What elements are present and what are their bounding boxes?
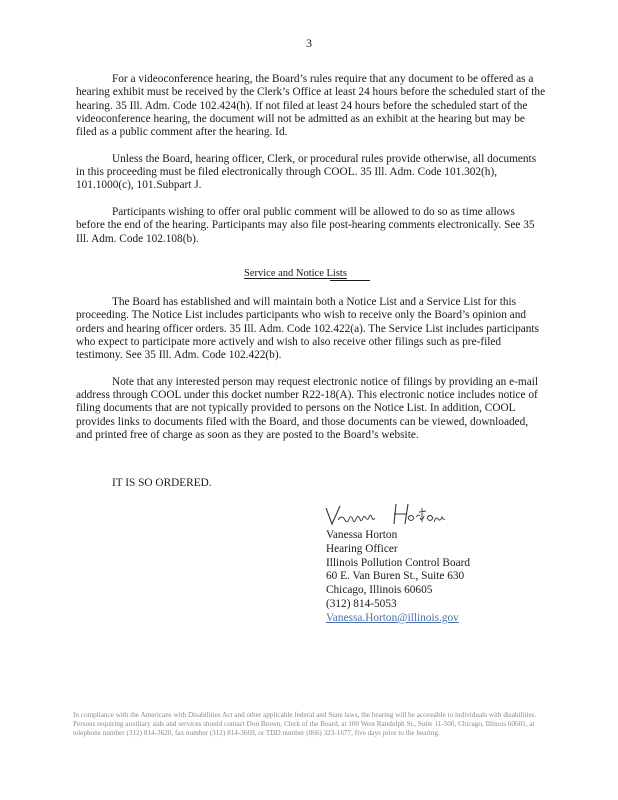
signer-title: Hearing Officer [326,542,398,555]
body-section-service-lists [76,296,546,456]
paragraph-public-comment: Participants wishing to offer oral public comment will be allowed to do so as time allows before the end of the hearing. Participants may also file post-hearing comments electronically. See 35 Ill. Adm. Code 102.108(b). [76,206,535,245]
signer-name: Vanessa Horton [326,529,398,541]
paragraph-electronic-notice: Note that any interested person may request electronic notice of filings by providing an e-mail address through COOL under this docket number R22-18(A). This electronic notice includes notice of filing documents that are not typically provided to persons on the Notice List. In addition, COOL provides links to documents filed with the Board, and those documents can be viewed, downloaded, and printed free of charge as soon as they are posted to the Board’s website. [76,375,539,442]
order-statement: IT IS SO ORDERED. [112,477,212,489]
heading-underline-rule [330,280,370,281]
signature-block [326,529,470,626]
body-section-hearing [76,73,546,259]
page-number: 3 [306,36,312,50]
signer-phone: (312) 814-5053 [326,597,397,610]
paragraph-electronic-filing: Unless the Board, hearing officer, Clerk, or procedural rules provide otherwise, all documents in this proceeding must be filed electronically through COOL. 35 Ill. Adm. Code 101.302(h), 101.1000(c), 101.Subpart J. [76,152,537,192]
signer-street-address: 60 E. Van Buren St., Suite 630 [326,570,465,583]
paragraph-notice-service-lists: The Board has established and will maintain both a Notice List and a Service List for this proceeding. The Notice List includes participants who wish to receive only the Board’s opinion and orders and hearing officer orders. 35 Ill. Adm. Code 102.422(a). The Service List includes participants who expect to participate more actively and wish to also receive other filings such as pre-filed testimony. See 35 Ill. Adm. Code 102.422(b). [76,296,539,362]
signer-organization: Illinois Pollution Control Board [326,556,471,569]
signer-city-state-zip: Chicago, Illinois 60605 [326,584,433,597]
section-heading: Service and Notice Lists [244,268,347,279]
signer-email-link[interactable]: Vanessa.Horton@illinois.gov [326,611,459,624]
handwritten-signature [324,500,464,530]
ada-compliance-footer: In compliance with the Americans with Disabilities Act and other applicable federal and State laws, the hearing will be accessible to individuals with disabilities. Persons requiring auxiliary aids and services should contact Don Brown, Clerk of the Board, at 100 West Randolph St., Suite 11-500, Chicago, Illinois 60601, at telephone number (312) 814-3620, fax number (312) 814-3669, or TDD number (866) 323-1677, five days prior to the hearing. [73,711,537,737]
paragraph-videoconference-exhibits: For a videoconference hearing, the Board’s rules require that any document to be offered as a hearing exhibit must be received by the Clerk’s Office at least 24 hours before the scheduled start of the hearing. 35 Ill. Adm. Code 102.424(h). If not filed at least 24 hours before the scheduled start of the videoconference hearing, the document will not be admitted as an exhibit at the hearing but may be filed as a public comment after the hearing. Id. [76,73,546,139]
